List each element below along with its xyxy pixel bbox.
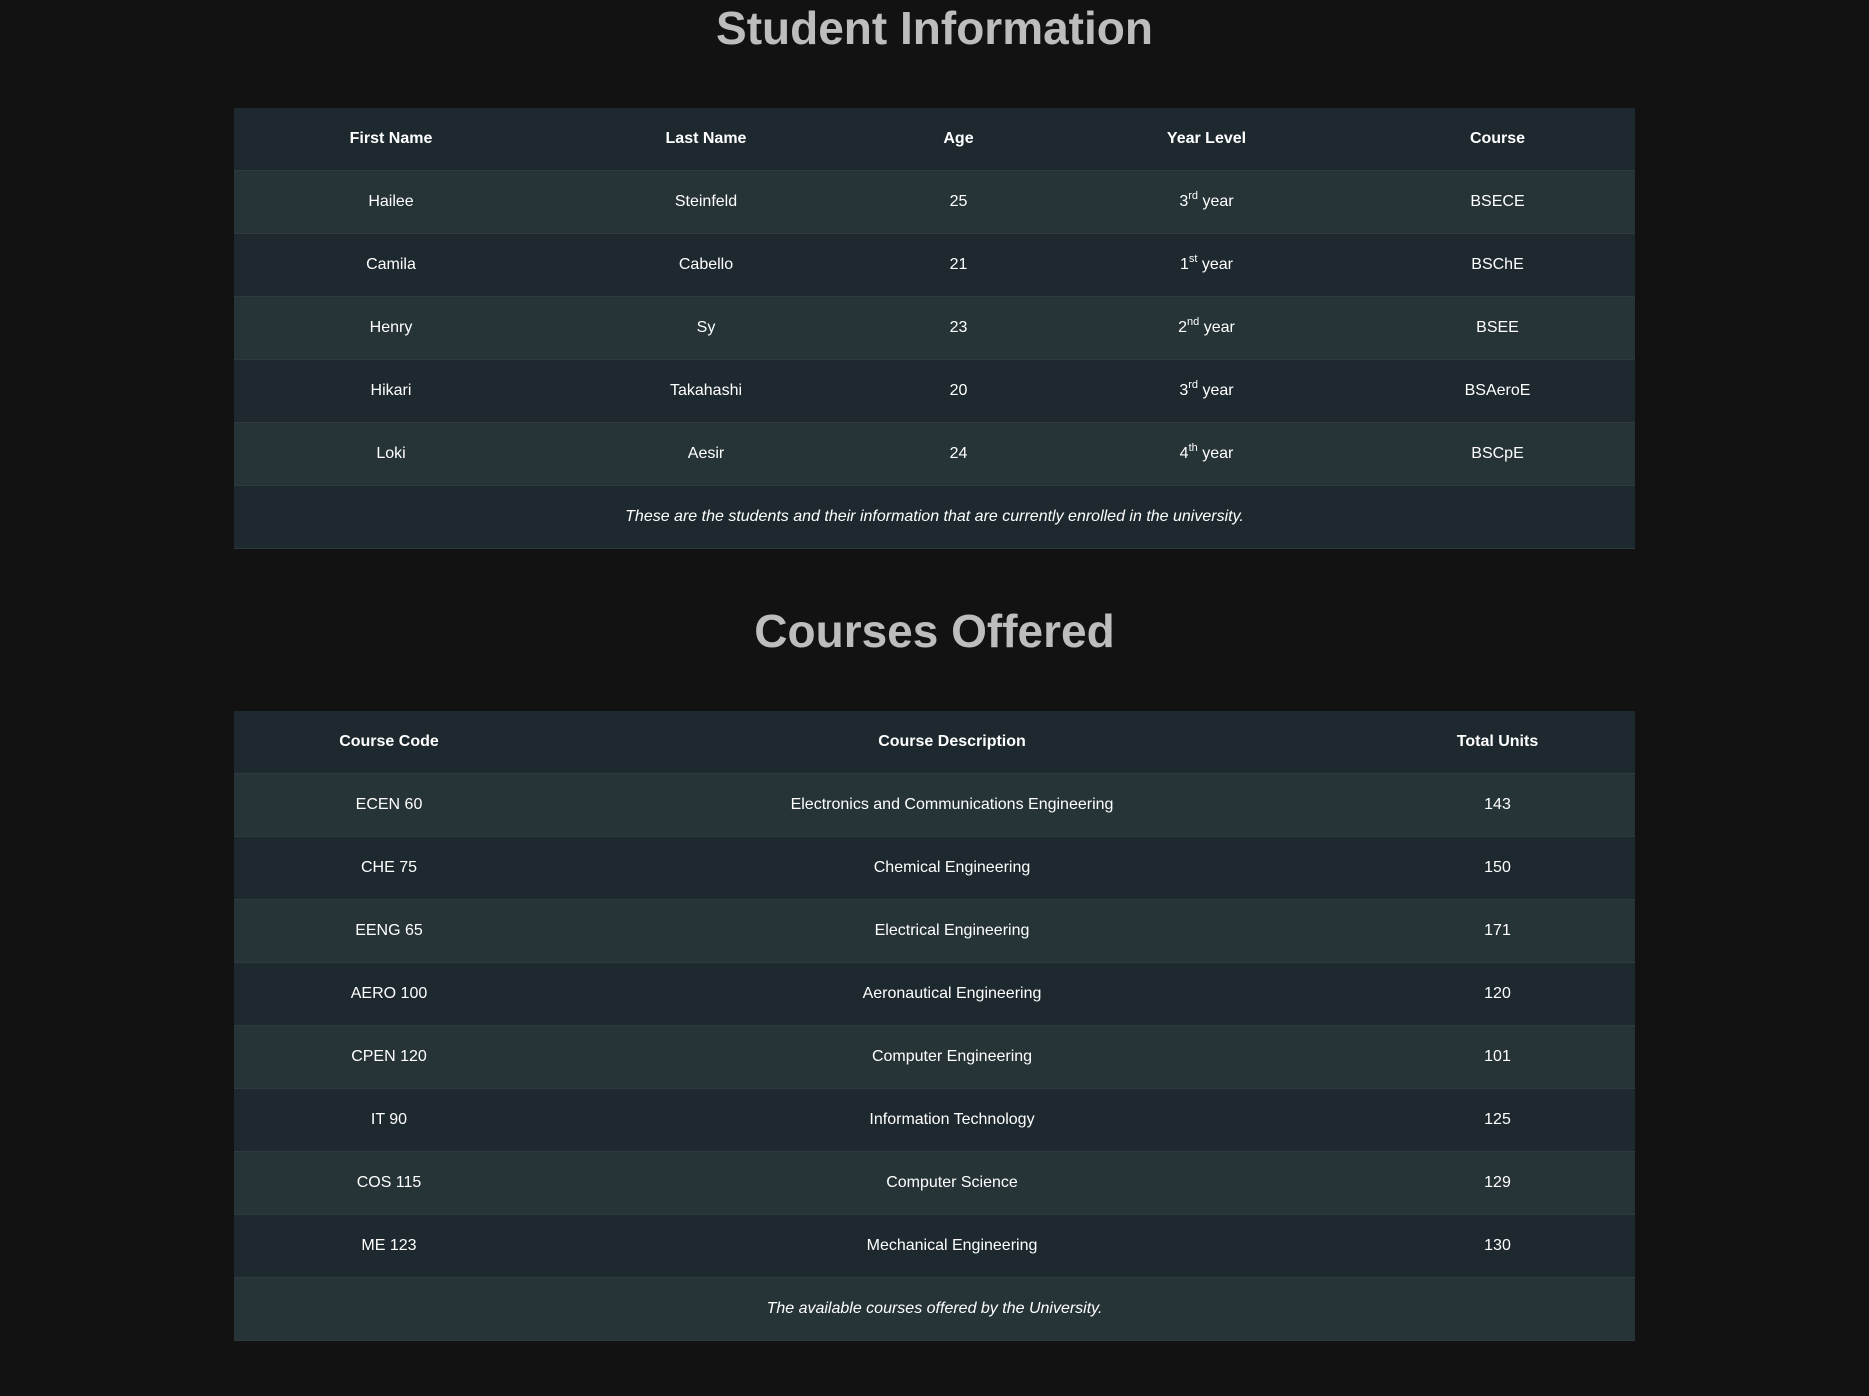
course-code-cell: ME 123: [234, 1215, 544, 1278]
table-caption-row: [234, 486, 1635, 549]
year-number: 4: [1179, 445, 1189, 462]
total-units-cell: 129: [1360, 1152, 1635, 1215]
course-code-cell: ECEN 60: [234, 774, 544, 837]
course-description-cell: Chemical Engineering: [544, 837, 1360, 900]
student-information-table: [234, 108, 1635, 549]
year-number: 2: [1178, 319, 1188, 336]
age-cell: 24: [864, 423, 1053, 486]
age-cell: 25: [864, 171, 1053, 234]
table-row: [234, 1215, 1635, 1278]
student-table-caption: These are the students and their information that are currently enrolled in the university.: [234, 486, 1635, 549]
course-description-cell: Information Technology: [544, 1089, 1360, 1152]
year-level-cell: [1053, 297, 1360, 360]
last-name-cell: Aesir: [548, 423, 864, 486]
table-caption-row: [234, 1278, 1635, 1341]
column-header-course: Course: [1360, 108, 1635, 171]
column-header-course-description: Course Description: [544, 711, 1360, 774]
table-header-row: [234, 711, 1635, 774]
age-cell: 21: [864, 234, 1053, 297]
total-units-cell: 125: [1360, 1089, 1635, 1152]
year-word: year: [1197, 256, 1234, 273]
column-header-first-name: First Name: [234, 108, 548, 171]
courses-offered-table: [234, 711, 1635, 1341]
year-level-cell: [1053, 423, 1360, 486]
total-units-cell: 150: [1360, 837, 1635, 900]
table-row: [234, 423, 1635, 486]
year-ordinal-suffix: rd: [1188, 379, 1199, 391]
age-cell: 23: [864, 297, 1053, 360]
course-code-cell: CHE 75: [234, 837, 544, 900]
column-header-last-name: Last Name: [548, 108, 864, 171]
course-code-cell: AERO 100: [234, 963, 544, 1026]
first-name-cell: Camila: [234, 234, 548, 297]
course-description-cell: Aeronautical Engineering: [544, 963, 1360, 1026]
year-number: 3: [1179, 382, 1189, 399]
year-ordinal-suffix: th: [1188, 442, 1198, 454]
year-word: year: [1197, 445, 1234, 462]
year-word: year: [1198, 382, 1234, 399]
section-title-courses-offered: Courses Offered: [754, 605, 1115, 657]
first-name-cell: Hailee: [234, 171, 548, 234]
table-row: [234, 774, 1635, 837]
column-header-course-code: Course Code: [234, 711, 544, 774]
course-cell: BSECE: [1360, 171, 1635, 234]
courses-table-caption: The available courses offered by the University.: [234, 1278, 1635, 1341]
table-row: [234, 963, 1635, 1026]
table-row: [234, 1089, 1635, 1152]
course-code-cell: EENG 65: [234, 900, 544, 963]
course-cell: BSChE: [1360, 234, 1635, 297]
last-name-cell: Sy: [548, 297, 864, 360]
year-word: year: [1199, 319, 1235, 336]
column-header-total-units: Total Units: [1360, 711, 1635, 774]
table-row: [234, 900, 1635, 963]
course-description-cell: Electrical Engineering: [544, 900, 1360, 963]
table-row: [234, 360, 1635, 423]
course-description-cell: Computer Science: [544, 1152, 1360, 1215]
year-number: 1: [1179, 256, 1189, 273]
column-header-year-level: Year Level: [1053, 108, 1360, 171]
year-level-cell: [1053, 171, 1360, 234]
total-units-cell: 120: [1360, 963, 1635, 1026]
table-row: [234, 837, 1635, 900]
year-level-cell: [1053, 234, 1360, 297]
course-code-cell: CPEN 120: [234, 1026, 544, 1089]
first-name-cell: Hikari: [234, 360, 548, 423]
total-units-cell: 171: [1360, 900, 1635, 963]
total-units-cell: 143: [1360, 774, 1635, 837]
last-name-cell: Cabello: [548, 234, 864, 297]
table-header-row: [234, 108, 1635, 171]
course-description-cell: Computer Engineering: [544, 1026, 1360, 1089]
table-row: [234, 297, 1635, 360]
last-name-cell: Takahashi: [548, 360, 864, 423]
course-cell: BSAeroE: [1360, 360, 1635, 423]
year-ordinal-suffix: rd: [1188, 190, 1199, 202]
course-description-cell: Electronics and Communications Engineering: [544, 774, 1360, 837]
column-header-age: Age: [864, 108, 1053, 171]
course-code-cell: COS 115: [234, 1152, 544, 1215]
last-name-cell: Steinfeld: [548, 171, 864, 234]
course-code-cell: IT 90: [234, 1089, 544, 1152]
age-cell: 20: [864, 360, 1053, 423]
year-word: year: [1198, 193, 1234, 210]
year-number: 3: [1179, 193, 1189, 210]
year-level-cell: [1053, 360, 1360, 423]
table-row: [234, 1152, 1635, 1215]
year-ordinal-suffix: st: [1188, 253, 1198, 265]
course-cell: BSCpE: [1360, 423, 1635, 486]
course-description-cell: Mechanical Engineering: [544, 1215, 1360, 1278]
total-units-cell: 101: [1360, 1026, 1635, 1089]
table-row: [234, 234, 1635, 297]
table-row: [234, 1026, 1635, 1089]
year-ordinal-suffix: nd: [1187, 316, 1200, 328]
first-name-cell: Loki: [234, 423, 548, 486]
course-cell: BSEE: [1360, 297, 1635, 360]
page-title-student-information: Student Information: [716, 2, 1153, 54]
first-name-cell: Henry: [234, 297, 548, 360]
total-units-cell: 130: [1360, 1215, 1635, 1278]
table-row: [234, 171, 1635, 234]
